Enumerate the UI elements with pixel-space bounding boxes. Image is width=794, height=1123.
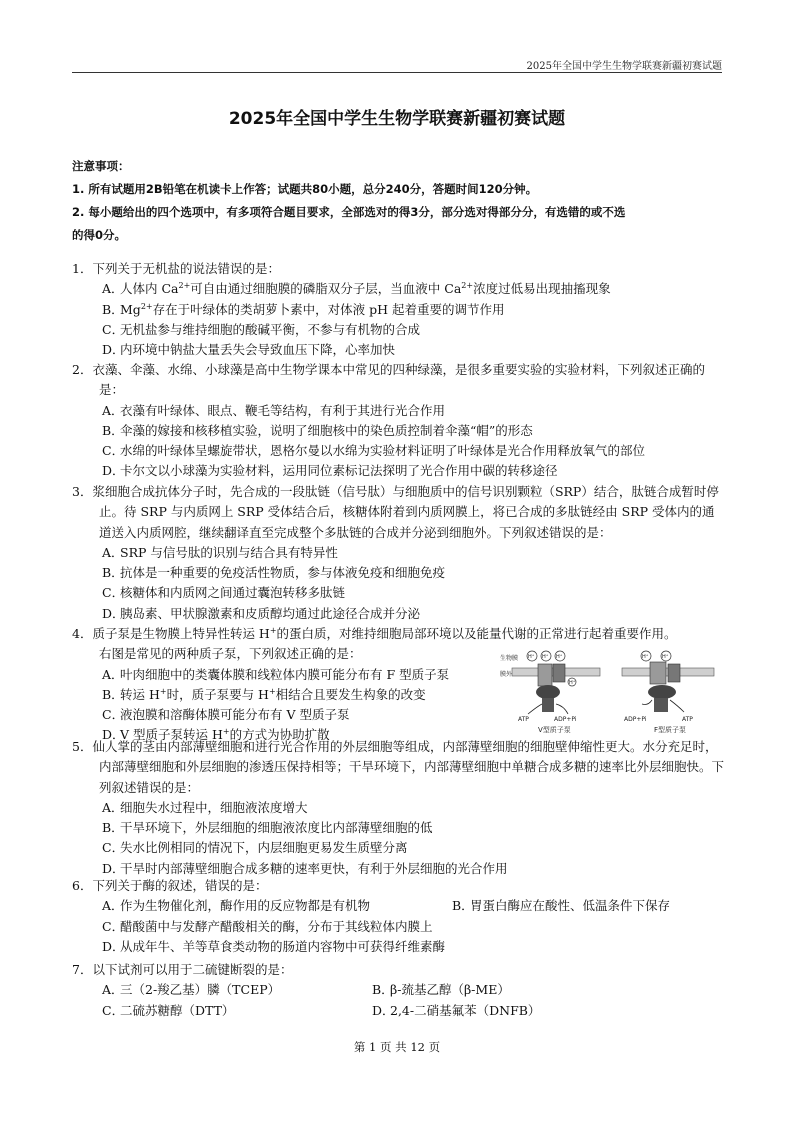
- question-stem: 3．浆细胞合成抗体分子时，先合成的一段肽链（信号肽）与细胞质中的信号识别颗粒（SRP）结合，肽链合成暂时停止。待 SRP 与内质网上 SRP 受体结合后，核糖体附着到内质网膜上，将已合成的多肽链经由 SRP 受体内的通道送入内质网腔，继续翻译直至完成整个多肽链的合成并分泌到细胞外。下列叙述错误的是：: [72, 484, 719, 540]
- svg-text:H⁺: H⁺: [556, 654, 563, 660]
- option-b: B．β-巯基乙醇（β-ME）: [372, 982, 510, 998]
- v-type-pump-diagram: [500, 651, 600, 734]
- running-header: 2025年全国中学生生物学联赛新疆初赛试题: [526, 61, 722, 72]
- option-a: A．细胞失水过程中，细胞液浓度增大: [102, 799, 308, 815]
- question-stem: 4．质子泵是生物膜上特异性转运 H+的蛋白质，对维持细胞局部环境以及能量代谢的正常进行起着重要作用。: [72, 625, 677, 641]
- option-d: D．胰岛素、甲状腺激素和皮质醇均通过此途径合成并分泌: [102, 605, 421, 621]
- option-b: B．胃蛋白酶应在酸性、低温条件下保存: [452, 898, 671, 914]
- question-stem-cont: 右图是常见的两种质子泵，下列叙述正确的是：: [99, 646, 362, 662]
- f-type-pump-diagram: [622, 651, 714, 734]
- option-c: C．失水比例相同的情况下，内层细胞更易发生质壁分离: [102, 840, 408, 856]
- question-1: [72, 259, 724, 360]
- question-stem: 7．以下试剂可以用于二硫键断裂的是：: [72, 962, 293, 977]
- question-3: [72, 482, 724, 624]
- svg-text:H⁺: H⁺: [528, 654, 535, 660]
- notice-item-1: 1. 所有试题用2B铅笔在机读卡上作答；试题共80小题，总分240分，答题时间120分钟。: [72, 182, 538, 196]
- option-d: D．V 型质子泵转运 H+的方式为协助扩散: [102, 727, 330, 743]
- membrane-label: 生物膜: [500, 655, 519, 662]
- question-7: [72, 960, 724, 1021]
- question-stem: 2．衣藻、伞藻、水绵、小球藻是高中生物学课本中常见的四种绿藻，是很多重要实验的实验材料，下列叙述正确的是：: [72, 362, 705, 398]
- svg-text:H⁺: H⁺: [569, 680, 576, 686]
- svg-text:ATP: ATP: [682, 716, 693, 723]
- option-a: A．人体内 $Ca^{2+}$可自由通过细胞膜的磷脂双分子层，当血液中 $Ca^{2+}$浓度过低易出现抽搐现象: [102, 281, 611, 297]
- option-b: B．伞藻的嫁接和核移植实验，说明了细胞核中的染色质控制着伞藻“帽”的形态: [102, 422, 533, 438]
- option-c: C．水绵的叶绿体呈螺旋带状，恩格尔曼以水绵为实验材料证明了叶绿体是光合作用释放氧气的部位: [102, 443, 646, 459]
- question-stem: 5．仙人掌的茎由内部薄壁细胞和进行光合作用的外层细胞等组成，内部薄壁细胞的细胞壁伸缩性更大。水分充足时，内部薄壁细胞和外层细胞的渗透压保持相等；干旱环境下，内部薄壁细胞中单糖合成多糖的速率比外层细胞快。下列叙述错误的是：: [72, 739, 725, 795]
- f-type-caption: F型质子泵: [654, 726, 687, 734]
- question-2: [72, 360, 724, 482]
- option-c: C．二硫苏糖醇（DTT）: [102, 1002, 235, 1018]
- option-b: B．$Mg^{2+}$存在于叶绿体的类胡萝卜素中，对体液 pH 起着重要的调节作用: [102, 301, 505, 317]
- option-c: C．无机盐参与维持细胞的酸碱平衡，不参与有机物的合成: [102, 321, 421, 337]
- option-c: C．液泡膜和溶酶体膜可能分布有 V 型质子泵: [102, 707, 350, 723]
- option-a: A．SRP 与信号肽的识别与结合具有特异性: [102, 544, 338, 560]
- option-b: B．抗体是一种重要的免疫活性物质，参与体液免疫和细胞免疫: [102, 565, 446, 581]
- svg-text:H⁺: H⁺: [662, 654, 669, 660]
- notice-item-2: 2. 每小题给出的四个选项中，有多项符合题目要求，全部选对的得3分，部分选对得部分分，有选错的或不选: [72, 205, 626, 219]
- option-c: C．醋酸菌中与发酵产醋酸相关的酶，分布于其线粒体内膜上: [102, 918, 433, 934]
- page-number: 第 1 页 共 12 页: [353, 1040, 441, 1054]
- option-a: A．三（2-羧乙基）膦（TCEP）: [102, 982, 281, 998]
- option-d: D．干旱时内部薄壁细胞合成多糖的速率更快，有利于外层细胞的光合作用: [102, 860, 508, 876]
- option-d: D．卡尔文以小球藻为实验材料，运用同位素标记法探明了光合作用中碳的转移途径: [102, 463, 558, 479]
- question-stem: 6．下列关于酶的叙述，错误的是：: [72, 878, 268, 893]
- option-a: A．叶肉细胞中的类囊体膜和线粒体内膜可能分布有 F 型质子泵: [102, 666, 450, 682]
- svg-text:ADP+Pi: ADP+Pi: [554, 716, 577, 723]
- notice-heading: 注意事项：: [72, 159, 130, 173]
- option-b: B．转运 H+时，质子泵要与 H+相结合且要发生构象的改变: [102, 686, 426, 702]
- header-rule: [72, 72, 722, 73]
- question-5: [72, 737, 724, 879]
- proton-pump-figure: [498, 648, 722, 734]
- option-a: A．作为生物催化剂，酶作用的反应物都是有机物: [102, 898, 371, 914]
- svg-text:ADP+Pi: ADP+Pi: [624, 716, 647, 723]
- outside-label: 膜外: [500, 671, 513, 678]
- page-title: 2025年全国中学生生物学联赛新疆初赛试题: [228, 109, 566, 129]
- svg-text:H⁺: H⁺: [542, 654, 549, 660]
- svg-text:ATP: ATP: [518, 716, 529, 723]
- option-b: B．干旱环境下，外层细胞的细胞液浓度比内部薄壁细胞的低: [102, 820, 433, 836]
- option-d: D．2,4-二硝基氟苯（DNFB）: [372, 1002, 541, 1018]
- option-c: C．核糖体和内质网之间通过囊泡转移多肽链: [102, 585, 346, 601]
- notice-item-2-cont: 的得0分。: [72, 228, 127, 242]
- v-type-caption: V型质子泵: [538, 726, 571, 734]
- option-a: A．衣藻有叶绿体、眼点、鞭毛等结构，有利于其进行光合作用: [102, 402, 446, 418]
- option-d: D．从成年牛、羊等草食类动物的肠道内容物中可获得纤维素酶: [102, 938, 446, 954]
- question-stem: 1．下列关于无机盐的说法错误的是：: [72, 261, 280, 276]
- question-6: [72, 876, 724, 957]
- svg-text:H⁺: H⁺: [642, 654, 649, 660]
- option-d: D．内环境中钠盐大量丢失会导致血压下降，心率加快: [102, 342, 396, 358]
